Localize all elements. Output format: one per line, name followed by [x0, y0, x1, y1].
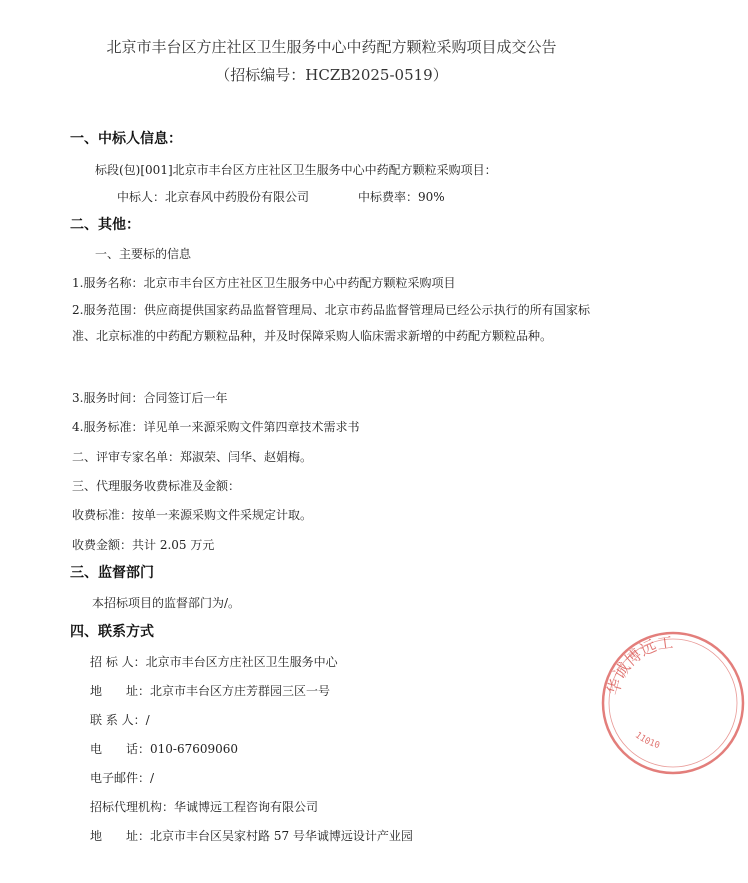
supervision-text: 本招标项目的监督部门为/。 [92, 596, 241, 610]
agency: 招标代理机构：华诚博远工程咨询有限公司 [90, 800, 319, 814]
phone: 电 话：010-67609060 [90, 742, 239, 756]
service-name: 1.服务名称：北京市丰台区方庄社区卫生服务中心中药配方颗粒采购项目 [72, 276, 456, 290]
service-scope: 2.服务范围：供应商提供国家药品监督管理局、北京市药品监督管理局已经公示执行的所有国家标准、北京标准的中药配方颗粒品种，并及时保障采购人临床需求新增的中药配方颗粒品种。 [72, 303, 590, 343]
section4-heading: 四、联系方式 [70, 624, 154, 640]
service-time: 3.服务时间：合同签订后一年 [72, 391, 228, 405]
fee-standard: 收费标准：按单一来源采购文件采规定计取。 [72, 508, 313, 522]
winning-rate: 中标费率：90% [358, 190, 445, 204]
lot-line: 标段(包)[001]北京市丰台区方庄社区卫生服务中心中药配方颗粒采购项目： [95, 163, 497, 177]
seal-number: 11010 [632, 730, 661, 752]
winner-line: 中标人：北京春风中药股份有限公司 [117, 190, 310, 204]
document-title: 北京市丰台区方庄社区卫生服务中心中药配方颗粒采购项目成交公告 [106, 38, 557, 56]
email: 电子邮件：/ [90, 771, 155, 785]
contact-person: 联 系 人：/ [90, 713, 150, 727]
fee-amount: 收费金额：共计 2.05 万元 [72, 538, 215, 552]
agency-address: 地 址：北京市丰台区吴家村路 57 号华诚博远设计产业园 [90, 829, 413, 843]
service-standard: 4.服务标准：详见单一来源采购文件第四章技术需求书 [72, 420, 360, 434]
seal-stamp-icon [598, 628, 748, 778]
tenderer-address: 地 址：北京市丰台区方庄芳群园三区一号 [90, 684, 331, 698]
section1-heading: 一、中标人信息： [70, 131, 182, 147]
seal-text: 华诚博远工 [603, 632, 675, 698]
bid-number: （招标编号：HCZB2025-0519） [215, 66, 448, 84]
tenderer: 招 标 人：北京市丰台区方庄社区卫生服务中心 [90, 655, 338, 669]
section2-heading: 二、其他： [70, 217, 140, 233]
section3-heading: 三、监督部门 [70, 565, 154, 581]
svg-text:11010 [633, 730, 661, 751]
fee-heading: 三、代理服务收费标准及金额： [72, 479, 241, 493]
main-subject-heading: 一、主要标的信息 [95, 247, 192, 261]
expert-list: 二、评审专家名单：郑淑荣、闫华、赵娟梅。 [72, 450, 313, 464]
